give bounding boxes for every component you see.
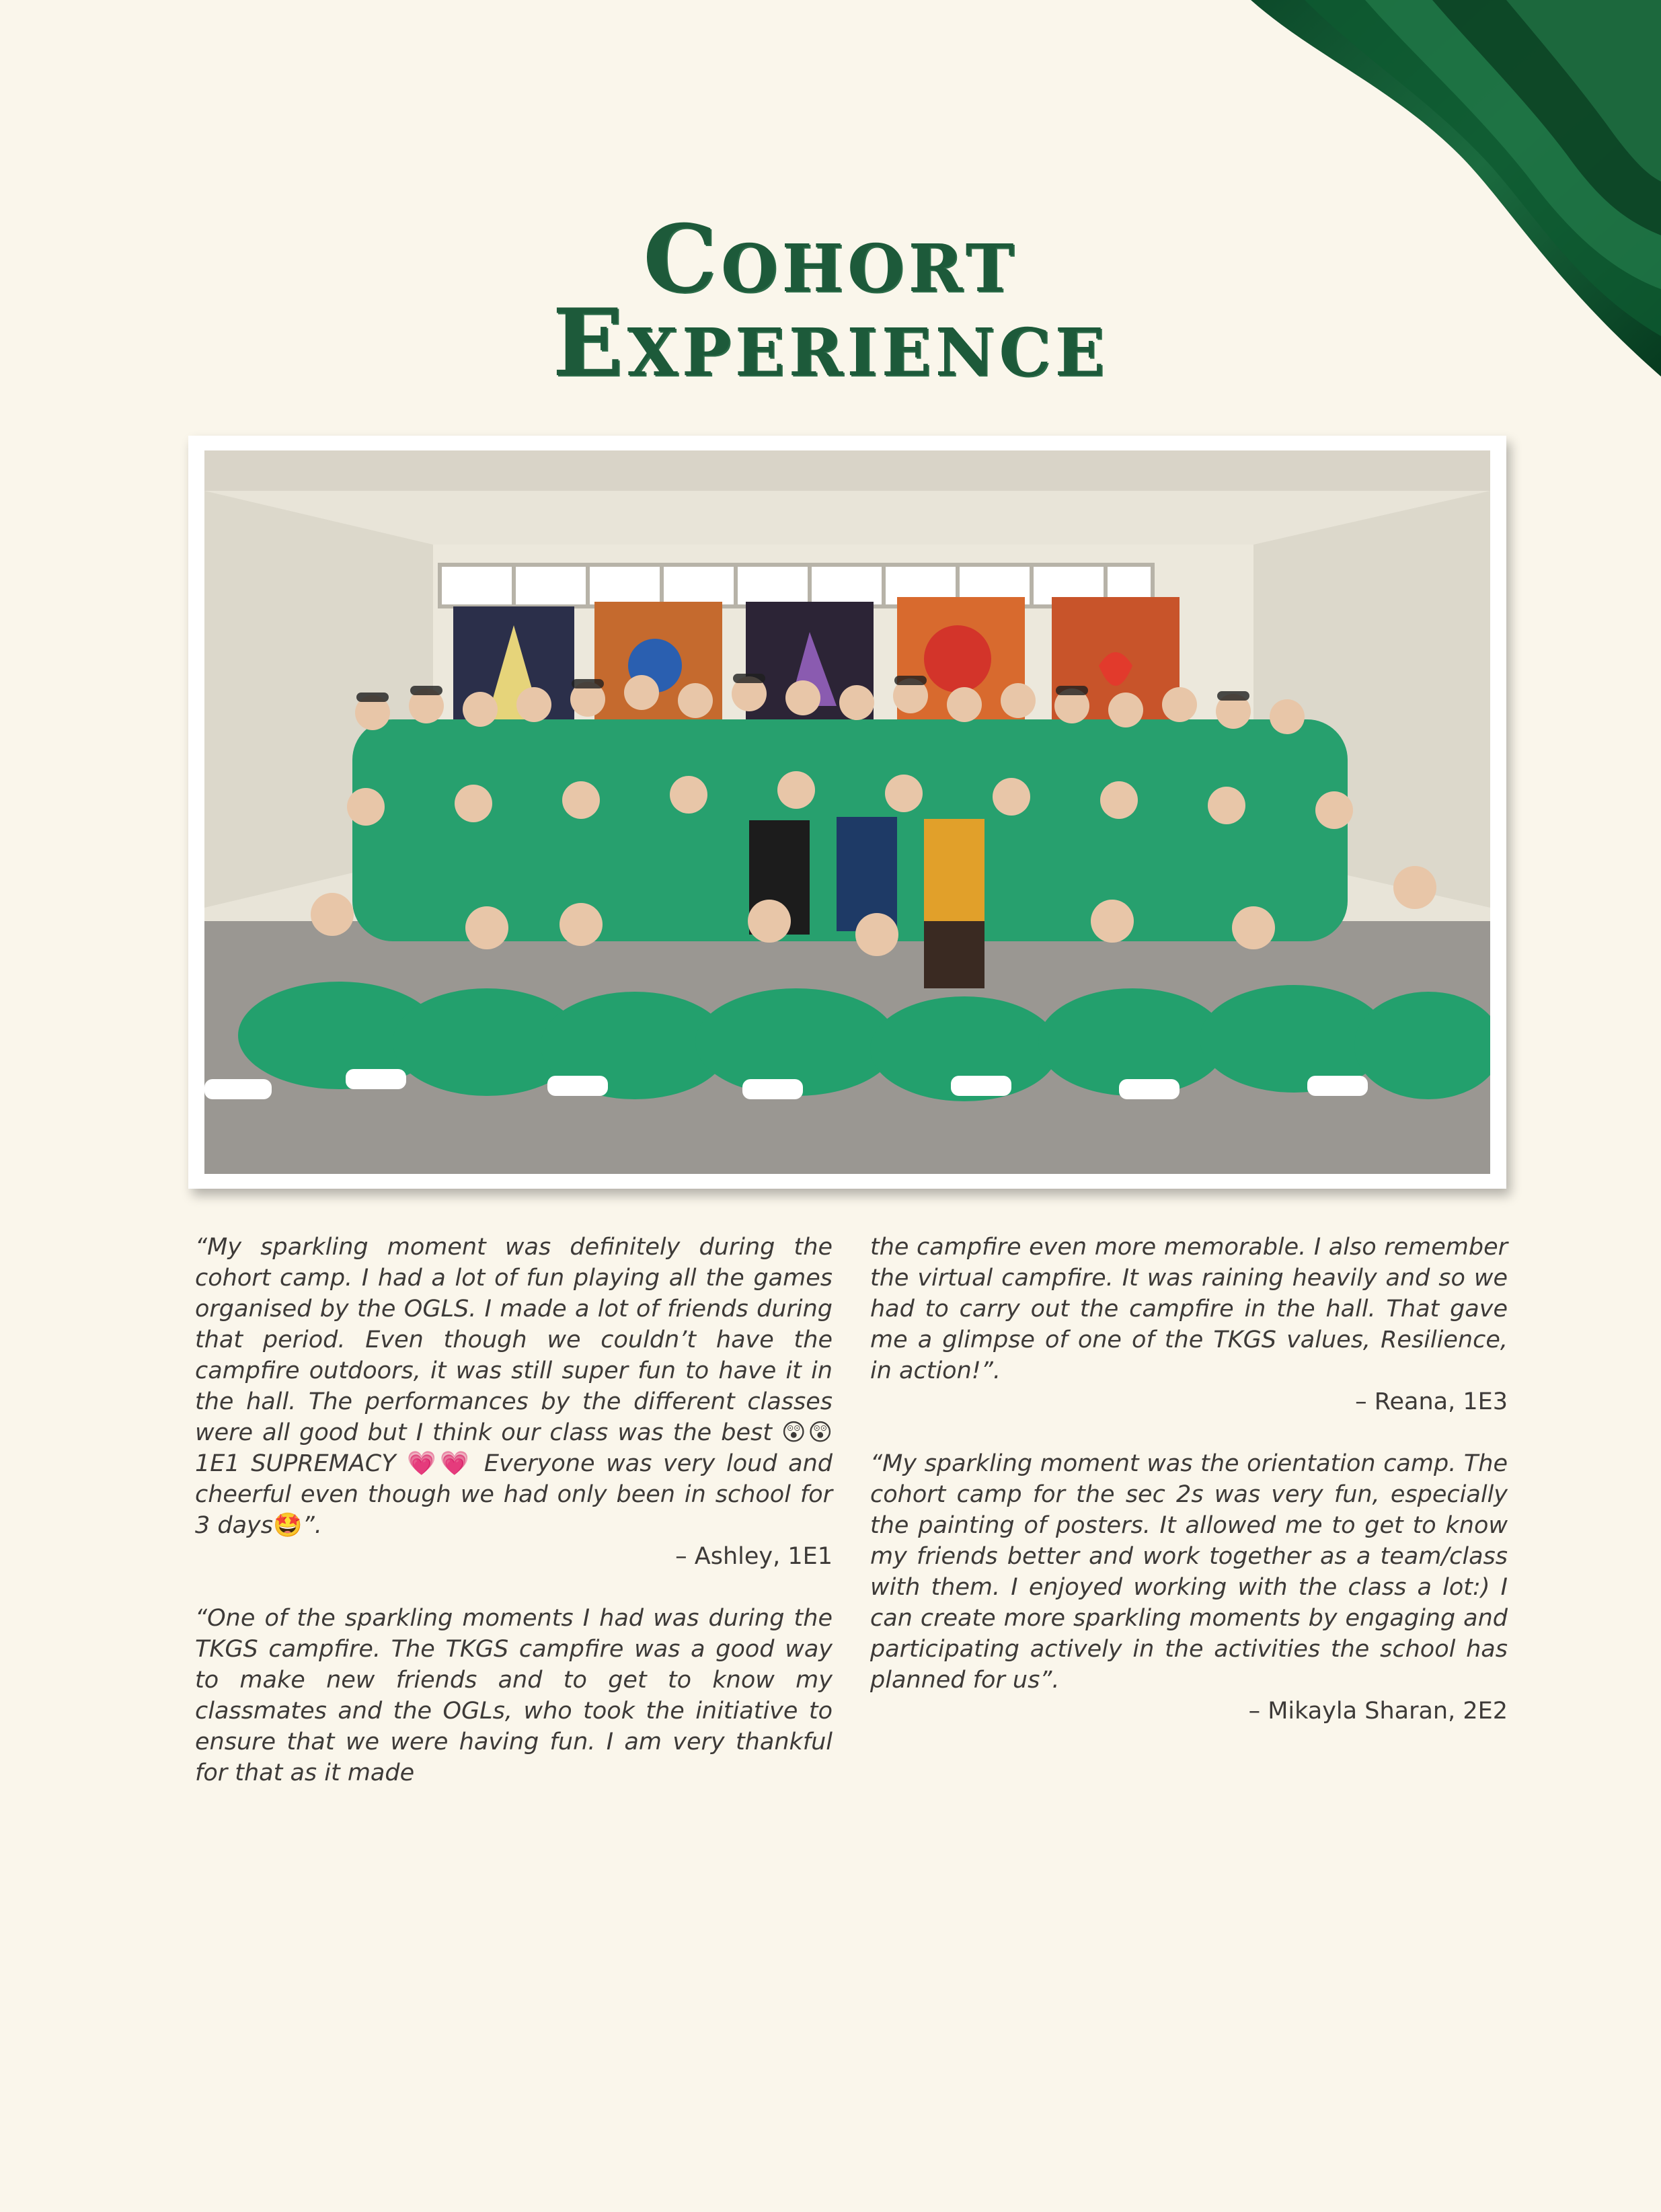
group-photo: [188, 436, 1506, 1189]
quote-attribution: – Mikayla Sharan, 2E2: [1248, 1698, 1508, 1725]
hearts-emoji-icon: 💗💗: [407, 1450, 473, 1477]
quote-reana-part1: “One of the sparkling moments I had was during the TKGS campfire. The TKGS campfire was a good way to make new friends and to get to know my classmates and the OGLs, who took the initiative to ensure that we were having fun. I am very thankful for that as it made: [195, 1605, 833, 1786]
quote-reana-part2: the campfire even more memorable. I also remember the virtual campfire. It was raining heavily and so we had to carry out the campfire in the hall. That gave me a glimpse of one of the TKGS values, Resilience, in action!”.: [870, 1234, 1508, 1384]
page-title-line2: Experience: [552, 288, 1109, 397]
text-column-right: [870, 1232, 1508, 1757]
quote-mikayla: “My sparkling moment was the orientation camp. The cohort camp for the sec 2s was very fun, especially the painting of posters. It allowed me to get to know my friends better and work together as a team/class with them. I enjoyed working with the class a lot:) I can create more sparkling moments by engaging and participating actively in the activities the school has planned for us”.: [870, 1450, 1508, 1694]
quote-attribution: – Ashley, 1E1: [675, 1543, 833, 1570]
star-eyes-emoji-icon: 🤩: [273, 1512, 303, 1539]
quote-ashley: “My sparkling moment was definitely during the cohort camp. I had a lot of fun playing all the games organised by the OGLS. I made a lot of friends during that period. Even though we couldn’t have the campfire outdoors, it was still super fun to have it in the hall. The performances by the different classes were all good but I think our class was the best 😲😲 1E1 SUPREMACY 💗💗 Everyone was very loud and cheerful even though we had only been in school for 3 days🤩”.: [195, 1234, 833, 1539]
text-column-left: [195, 1232, 833, 1788]
group-photo-icon: [204, 450, 1490, 1174]
quote-attribution: – Reana, 1E3: [1355, 1388, 1508, 1415]
surprised-emoji-icon: 😲😲: [781, 1419, 833, 1446]
page-title-line1: Cohort: [643, 204, 1018, 313]
